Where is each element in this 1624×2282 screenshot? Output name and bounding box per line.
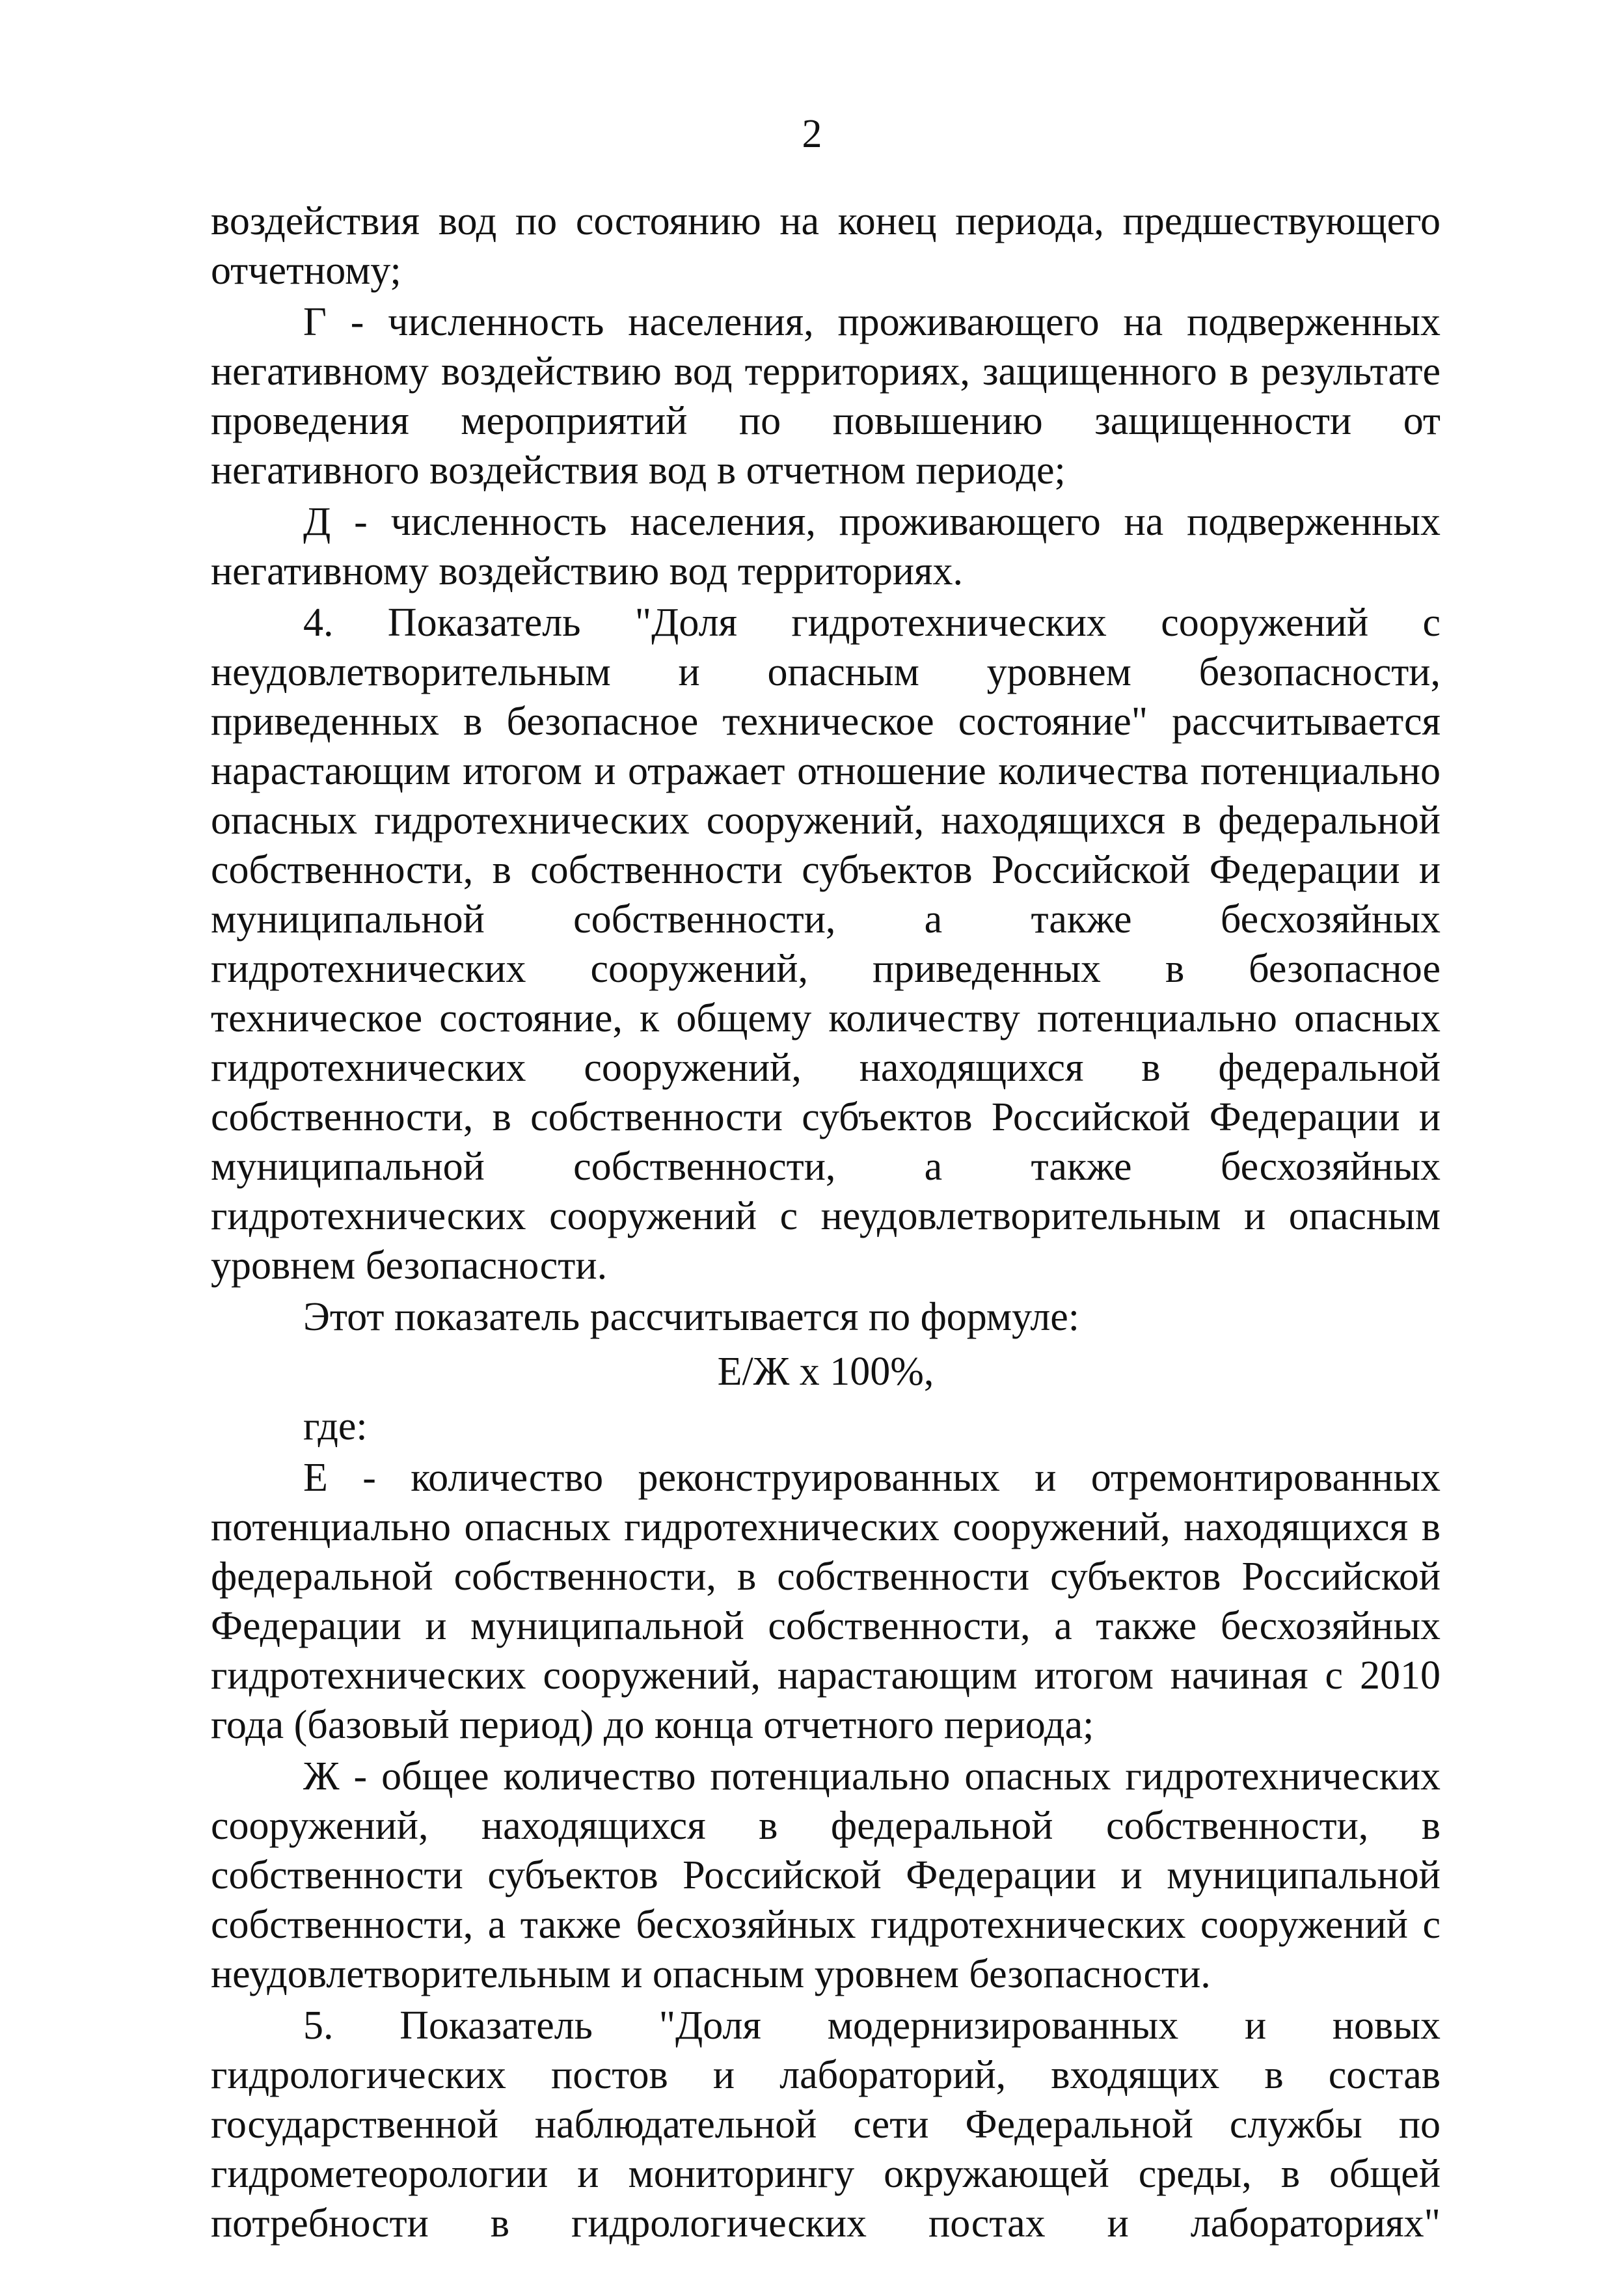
document-body (211, 197, 1441, 2250)
paragraph-indicator-5: 5. Показатель "Доля модернизированных и новых гидрологических постов и лабораторий, входящих в состав государственной наблюдательной сети Федеральной службы по гидрометеорологии и мониторингу окружающей среды, в общей потребности в гидрологических постах и лабораториях" (211, 2004, 1441, 2246)
paragraph-definition-e: Е - количество реконструированных и отремонтированных потенциально опасных гидротехнических сооружений, находящихся в федеральной собственности, в собственности субъектов Российской Федерации и муниципальной собственности, а также бесхозяйных гидротехнических сооружений, нарастающим итогом начиная с 2010 года (базовый период) до конца отчетного периода; (211, 1456, 1441, 1747)
paragraph-definition-zh: Ж - общее количество потенциально опасных гидротехнических сооружений, находящихся в федеральной собственности, в собственности субъектов Российской Федерации и муниципальной собственности, а также бесхозяйных гидротехнических сооружений с неудовлетворительным и опасным уровнем безопасности. (211, 1754, 1441, 1996)
formula: Е/Ж x 100%, (717, 1350, 934, 1394)
paragraph-definition-g: Г - численность населения, проживающего на подверженных негативному воздействию вод территориях, защищенного в результате проведения мероприятий по повышению защищенности от негативного воздействия вод в отчетном периоде; (211, 300, 1441, 493)
paragraph-indicator-4: 4. Показатель "Доля гидротехнических сооружений с неудовлетворительным и опасным уровнем безопасности, приведенных в безопасное техническое состояние" рассчитывается нарастающим итогом и отражает отношение количества потенциально опасных гидротехнических сооружений, находящихся в федеральной собственности, в собственности субъектов Российской Федерации и муниципальной собственности, а также бесхозяйных гидротехнических сооружений, приведенных в безопасное техническое состояние, к общему количеству потенциально опасных гидротехнических сооружений, находящихся в федеральной собственности, в собственности субъектов Российской Федерации и муниципальной собственности, а также бесхозяйных гидротехнических сооружений с неудовлетворительным и опасным уровнем безопасности. (211, 601, 1441, 1288)
paragraph-formula-intro: Этот показатель рассчитывается по формуле: (303, 1295, 1080, 1339)
page-number: 2 (802, 112, 822, 156)
paragraph-definition-d: Д - численность населения, проживающего на подверженных негативному воздействию вод территориях. (211, 500, 1441, 593)
formula-where-label: где: (303, 1404, 368, 1448)
paragraph-continuation: воздействия вод по состоянию на конец периода, предшествующего отчетному; (211, 199, 1441, 293)
